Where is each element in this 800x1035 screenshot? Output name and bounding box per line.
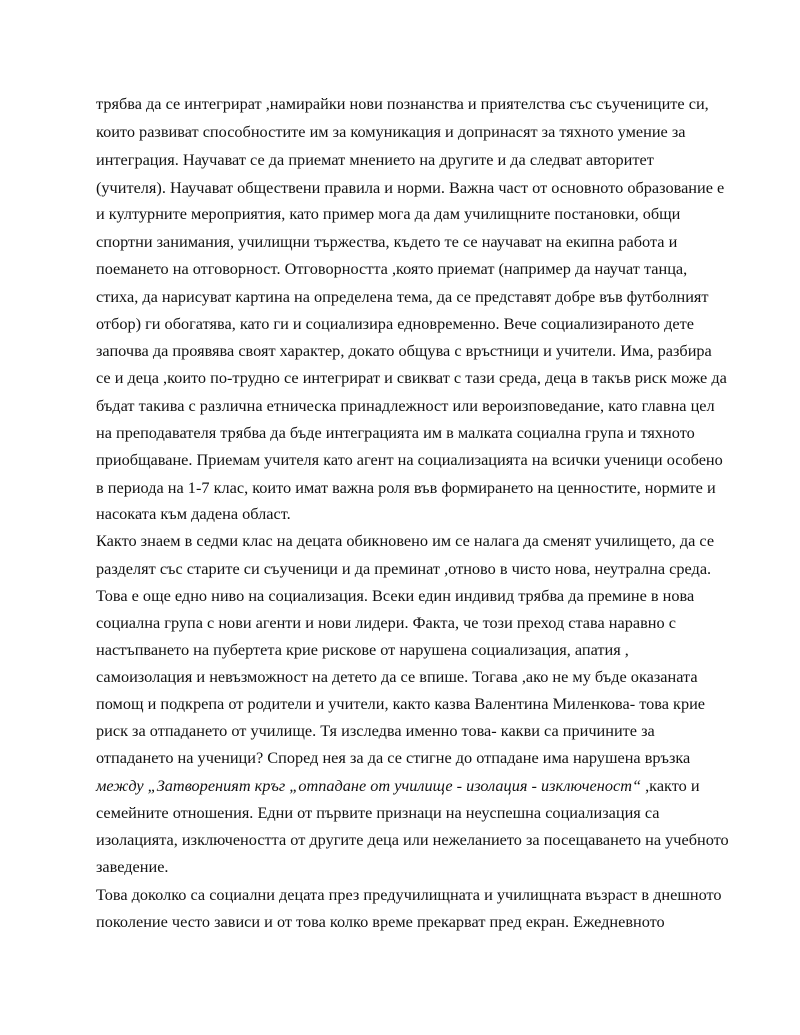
text-line (96, 776, 700, 796)
text-fragment: ,както и (641, 776, 700, 795)
italic-quote: между „Затвореният кръг „отпадане от училище - изолация - изключеност“ (96, 776, 642, 795)
text-line: социална група с нови агенти и нови лидери. Факта, че този преход става наравно с (96, 613, 676, 632)
text-line: отбор) ги обогатява, като ги и социализира едновременно. Вече социализираното дете (96, 314, 694, 333)
text-line: самоизолация и невъзможност на детето да се впише. Тогава ,ако не му бъде оказаната (96, 667, 698, 686)
text-line: (учителя). Научават обществени правила и норми. Важна част от основното образование е (96, 178, 725, 197)
text-line: приобщаване. Приемам учителя като агент на социализацията на всички ученици особено (96, 450, 723, 469)
text-line: Това е още едно ниво на социализация. Всеки един индивид трябва да премине в нова (96, 586, 695, 605)
text-line: спортни занимания, училищни тържества, където те се научават на екипна работа и (96, 232, 678, 251)
text-line: интеграция. Научават се да приемат мнението на другите и да следват авторитет (96, 150, 654, 169)
text-line: в периода на 1-7 клас, които имат важна роля във формирането на ценностите, нормите и (96, 478, 716, 497)
text-line: поемането на отговорност. Отговорността ,която приемат (например да научат танца, (96, 259, 688, 278)
text-line: които развиват способностите им за комуникация и допринасят за тяхното умение за (96, 122, 686, 141)
text-line: на преподавателя трябва да бъде интеграцията им в малката социална група и тяхното (96, 423, 695, 442)
text-line: Това доколко са социални децата през предучилищната и училищната възраст в днешното (96, 885, 722, 904)
text-line: помощ и подкрепа от родители и учители, както казва Валентина Миленкова- това крие (96, 694, 706, 713)
text-line: Както знаем в седми клас на децата обикновено им се налага да сменят училището, да се (96, 531, 715, 550)
text-line: отпадането на ученици? Според нея за да се стигне до отпадане има нарушена връзка (96, 748, 691, 767)
text-line: разделят със старите си съученици и да преминат ,отново в чисто нова, неутрална среда. (96, 559, 712, 578)
text-line: изолацията, изключеността от другите деца или нежеланието за посещаването на учебното (96, 830, 729, 849)
text-line: настъпването на пубертета крие рискове от нарушена социализация, апатия , (96, 640, 629, 659)
text-line: семейните отношения. Едни от първите признаци на неуспешна социализация са (96, 803, 660, 822)
text-line: риск за отпадането от училище. Тя изследва именно това- какви са причините за (96, 721, 655, 740)
text-line: и културните мероприятия, като пример мога да дам училищните постановки, общи (96, 204, 681, 223)
text-line: стиха, да нарисуват картина на определена тема, да се представят добре във футболният (96, 287, 709, 306)
text-line: се и деца ,които по-трудно се интегрират и свикват с тази среда, деца в такъв риск може да (96, 368, 727, 387)
text-line: трябва да се интегрират ,намирайки нови познанства и приятелства със съучениците си, (96, 94, 709, 113)
text-line: започва да проявява своят характер, докато общува с връстници и учители. Има, разбира (96, 341, 712, 360)
text-line: поколение често зависи и от това колко време прекарват пред екран. Ежедневното (96, 912, 665, 931)
text-line: насоката към дадена област. (96, 504, 291, 523)
text-line: заведение. (96, 857, 169, 876)
text-line: бъдат такива с различна етническа принадлежност или вероизповедание, като главна цел (96, 396, 715, 415)
